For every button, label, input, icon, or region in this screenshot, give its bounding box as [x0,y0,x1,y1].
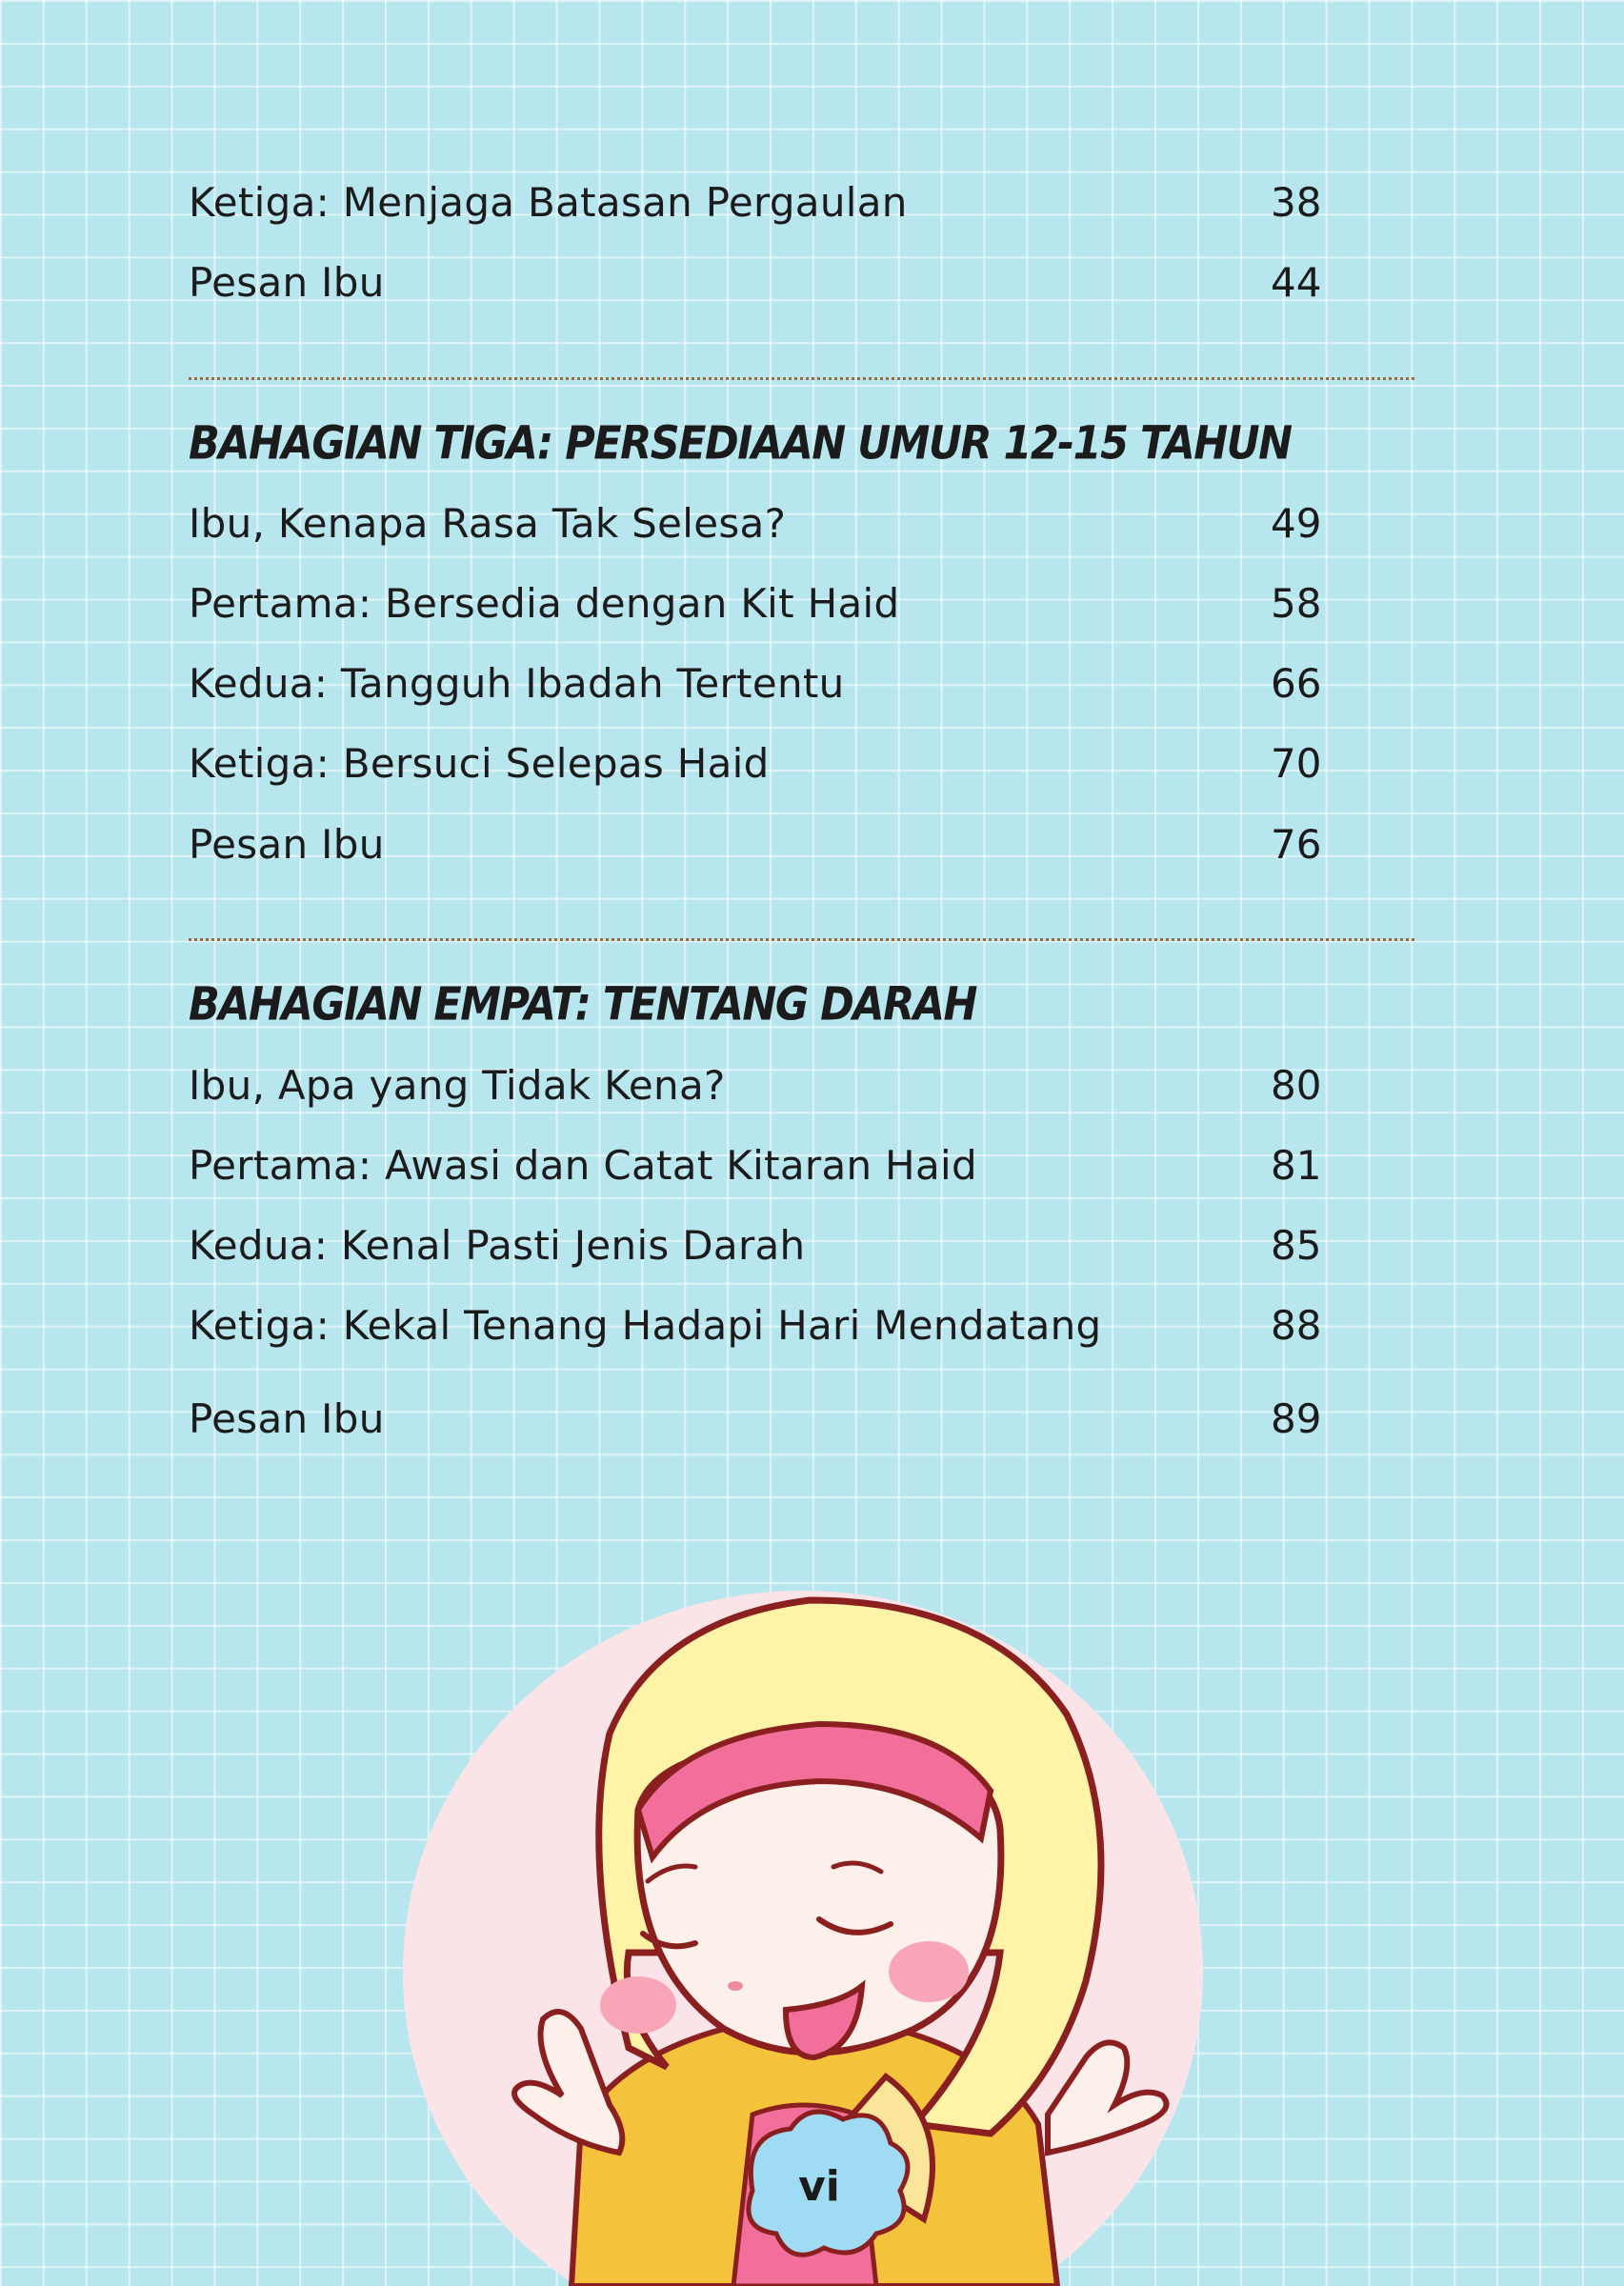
toc-entry-page: 66 [1271,660,1322,707]
toc-entry-title: Ketiga: Bersuci Selepas Haid [189,740,770,787]
toc-entry-title: Ibu, Apa yang Tidak Kena? [189,1062,726,1109]
toc-entry-title: Pesan Ibu [189,821,385,868]
toc-entry-page: 88 [1271,1302,1322,1349]
right-cheek [889,1941,969,2002]
nose [728,1981,743,1991]
toc-entry-title: Kedua: Kenal Pasti Jenis Darah [189,1222,806,1269]
toc-entry-page: 38 [1271,179,1322,226]
toc-entry-title: Pertama: Bersedia dengan Kit Haid [189,580,900,627]
toc-entry-title: Pertama: Awasi dan Catat Kitaran Haid [189,1142,977,1189]
toc-entry-page: 49 [1271,500,1322,547]
toc-entry-title: Pesan Ibu [189,259,385,306]
toc-entry-page: 70 [1271,740,1322,787]
toc-entry-title: Kedua: Tangguh Ibadah Tertentu [189,660,845,707]
toc-entry-page: 89 [1271,1395,1322,1442]
left-cheek [600,1976,676,2034]
toc-entry-page: 76 [1271,821,1322,868]
toc-entry-title: Ketiga: Kekal Tenang Hadapi Hari Mendatang [189,1302,1102,1349]
toc-entry-title: Pesan Ibu [189,1395,385,1442]
toc-entry-page: 80 [1271,1062,1322,1109]
toc-entry-page: 85 [1271,1222,1322,1269]
section-heading: BAHAGIAN TIGA: PERSEDIAAN UMUR 12-15 TAHUN [189,417,1292,471]
toc-entry-page: 81 [1271,1142,1322,1189]
page-number: vi [798,2162,840,2211]
toc-entry-page: 58 [1271,580,1322,627]
toc-entry-page: 44 [1271,259,1322,306]
section-heading: BAHAGIAN EMPAT: TENTANG DARAH [189,978,976,1032]
toc-entry-title: Ketiga: Menjaga Batasan Pergaulan [189,179,908,226]
toc-entry-title: Ibu, Kenapa Rasa Tak Selesa? [189,500,787,547]
